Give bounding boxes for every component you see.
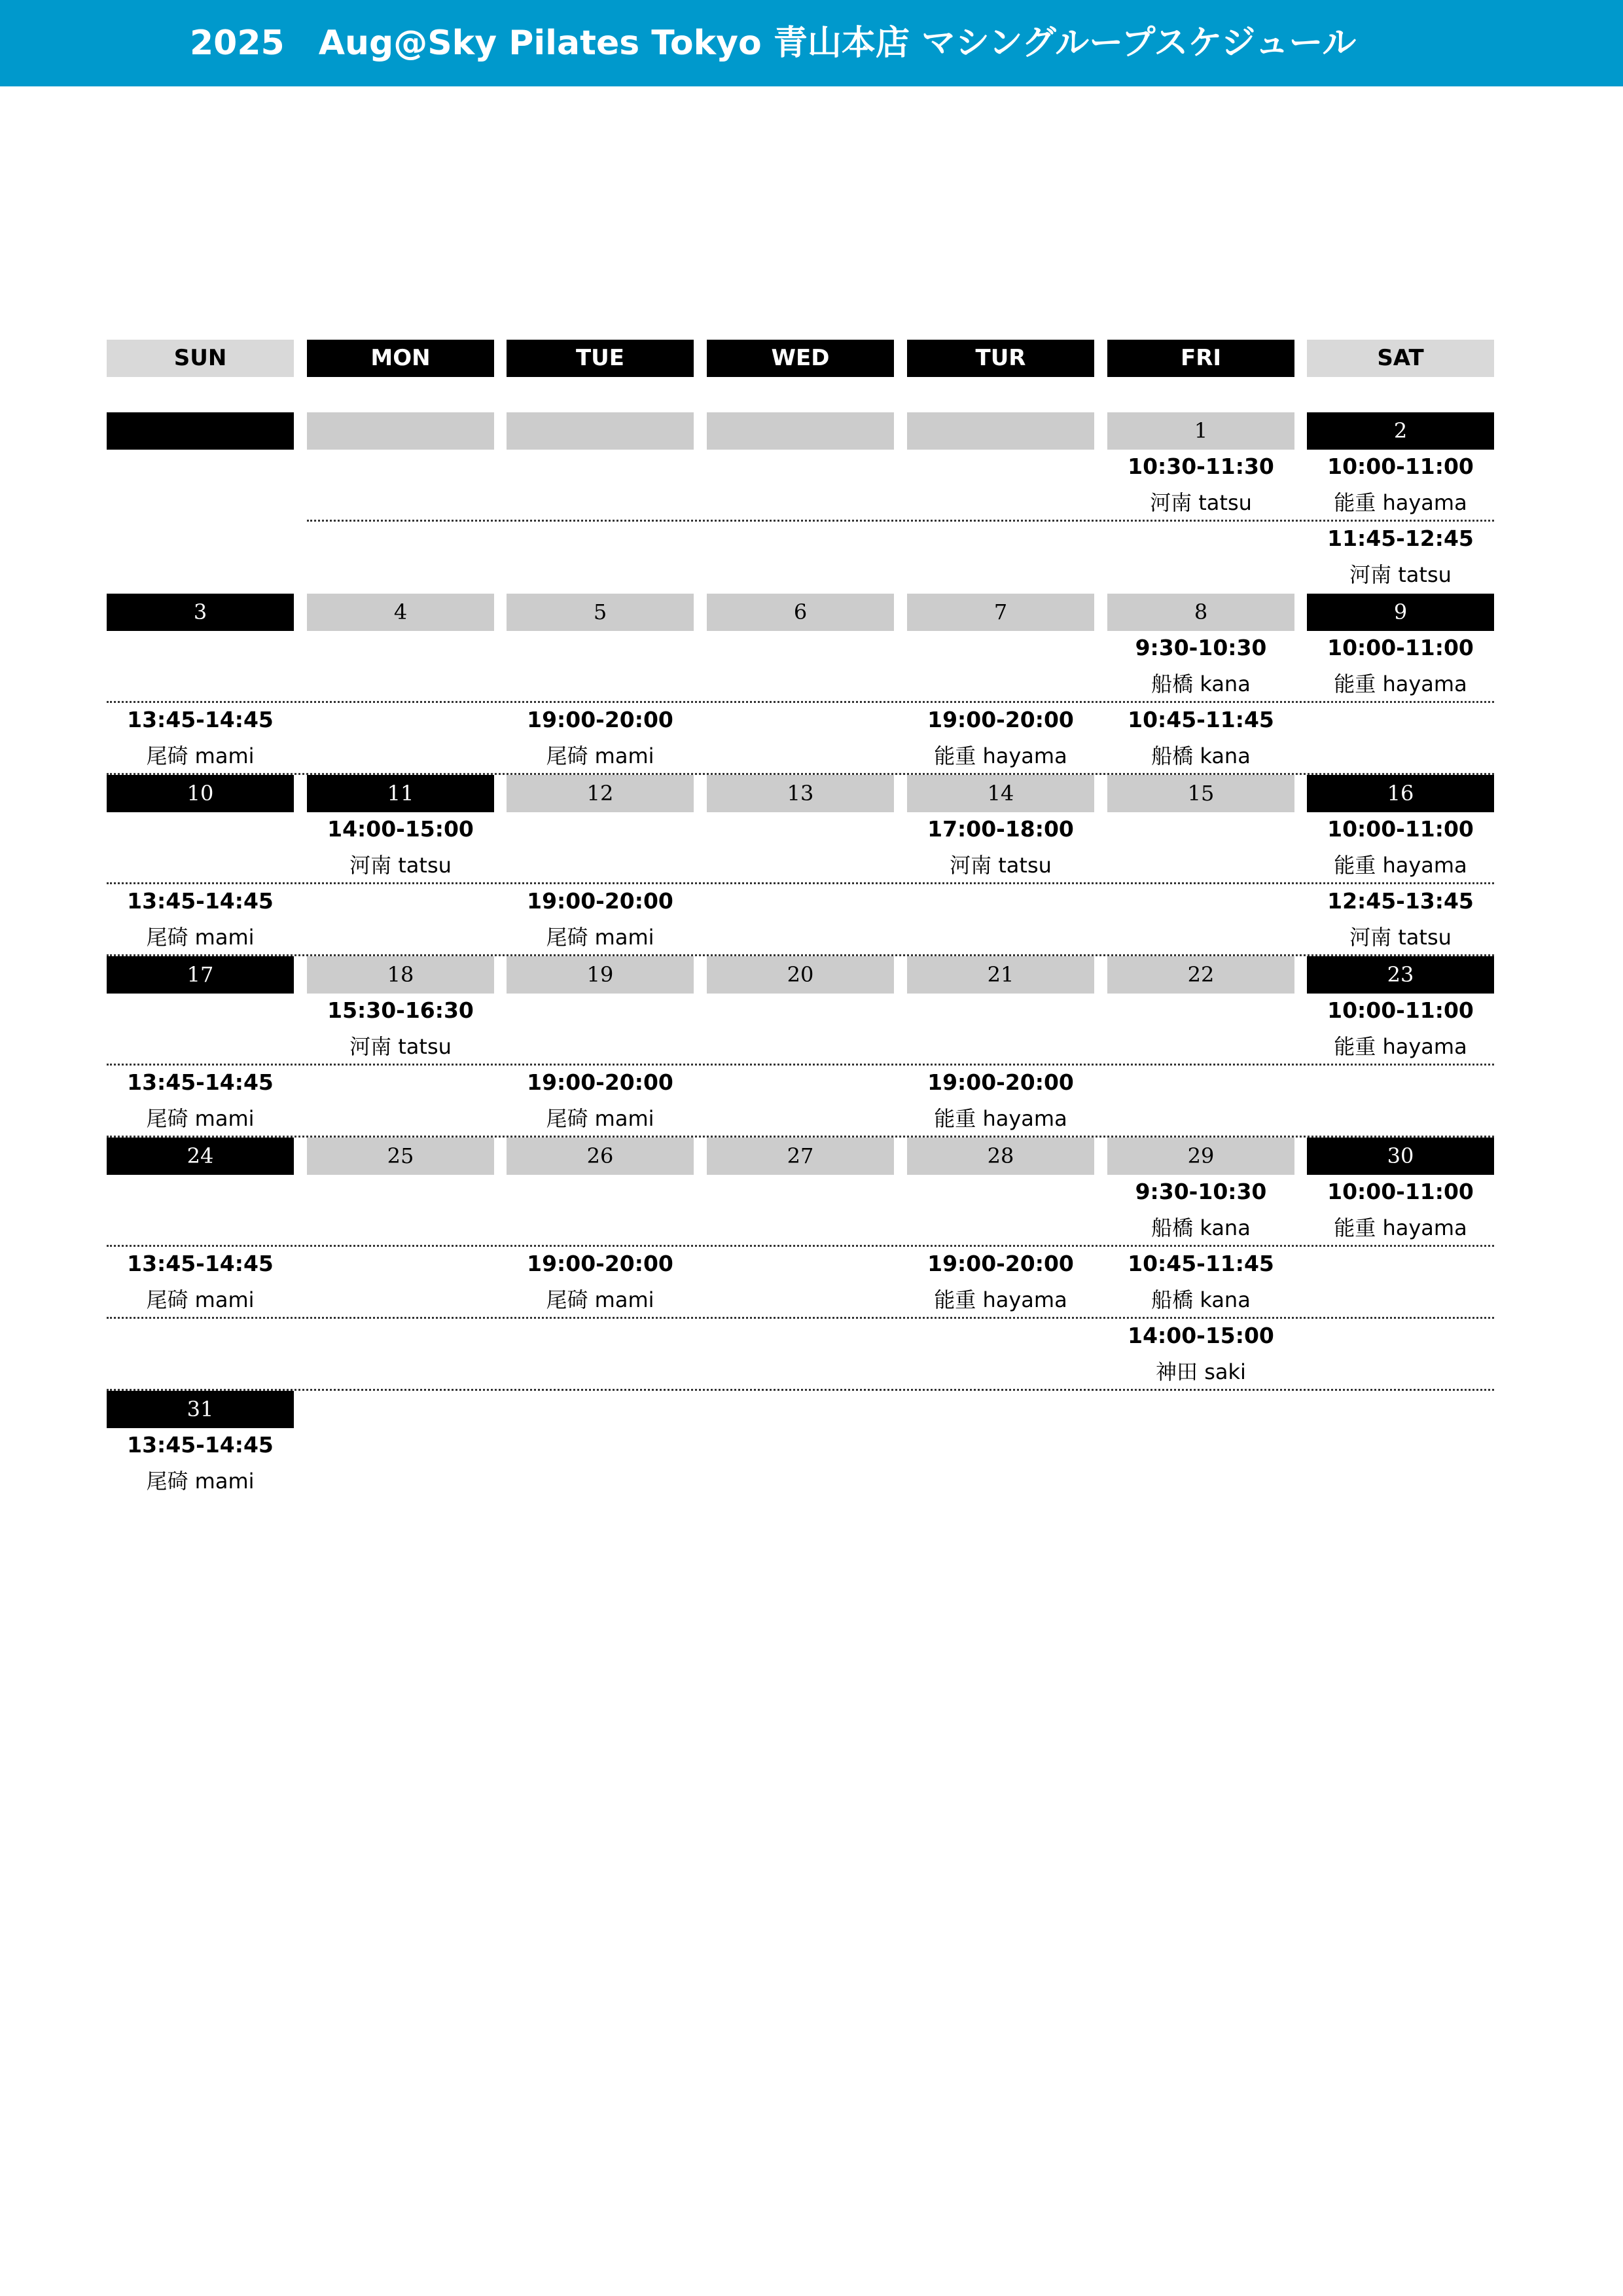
- class-time: 13:45-14:45: [127, 888, 274, 914]
- date-cell: [307, 412, 494, 450]
- instructor-name: 船橋 kana: [1151, 1215, 1251, 1240]
- row-separator: [307, 520, 1494, 522]
- instructor-name: 尾碕 mami: [146, 1469, 255, 1494]
- row-separator: [107, 882, 1494, 884]
- date-cell: [707, 412, 894, 450]
- class-time: 10:00-11:00: [1327, 454, 1474, 479]
- instructor-name: 河南 tatsu: [1349, 925, 1452, 950]
- date-cell: 11: [307, 775, 494, 812]
- class-time: 19:00-20:00: [527, 1069, 673, 1095]
- date-cell: 25: [307, 1138, 494, 1175]
- instructor-name: 能重 hayama: [1334, 490, 1467, 515]
- date-cell: 12: [507, 775, 694, 812]
- class-time: 17:00-18:00: [927, 816, 1074, 842]
- instructor-name: 河南 tatsu: [1349, 562, 1452, 587]
- date-cell: 28: [907, 1138, 1094, 1175]
- date-cell: 4: [307, 594, 494, 631]
- instructor-name: 尾碕 mami: [546, 1287, 654, 1312]
- day-header-sat: SAT: [1307, 340, 1494, 377]
- instructor-name: 河南 tatsu: [1150, 490, 1252, 515]
- class-time: 9:30-10:30: [1135, 635, 1267, 660]
- date-cell: 9: [1307, 594, 1494, 631]
- day-header-tur: TUR: [907, 340, 1094, 377]
- date-cell: 7: [907, 594, 1094, 631]
- instructor-name: 尾碕 mami: [546, 1106, 654, 1131]
- row-separator: [107, 1245, 1494, 1247]
- row-separator: [107, 1389, 1494, 1391]
- instructor-name: 河南 tatsu: [349, 853, 452, 878]
- date-cell: [107, 412, 294, 450]
- class-time: 10:00-11:00: [1327, 1179, 1474, 1204]
- class-time: 19:00-20:00: [527, 707, 673, 732]
- class-time: 19:00-20:00: [927, 707, 1074, 732]
- row-separator: [107, 1064, 1494, 1066]
- instructor-name: 尾碕 mami: [546, 744, 654, 768]
- class-time: 11:45-12:45: [1327, 526, 1474, 551]
- instructor-name: 神田 saki: [1156, 1359, 1246, 1384]
- page-title: 2025 Aug@Sky Pilates Tokyo 青山本店 マシングループスケジュール: [190, 24, 1357, 63]
- instructor-name: 能重 hayama: [1334, 1215, 1467, 1240]
- day-header-wed: WED: [707, 340, 894, 377]
- date-cell: [507, 412, 694, 450]
- class-time: 14:00-15:00: [1128, 1323, 1274, 1348]
- instructor-name: 河南 tatsu: [349, 1034, 452, 1059]
- instructor-name: 河南 tatsu: [950, 853, 1052, 878]
- instructor-name: 能重 hayama: [934, 744, 1067, 768]
- class-time: 13:45-14:45: [127, 1432, 274, 1458]
- date-cell: 21: [907, 956, 1094, 994]
- instructor-name: 船橋 kana: [1151, 1287, 1251, 1312]
- instructor-name: 能重 hayama: [1334, 672, 1467, 696]
- date-cell: 2: [1307, 412, 1494, 450]
- class-time: 9:30-10:30: [1135, 1179, 1267, 1204]
- day-header-tue: TUE: [507, 340, 694, 377]
- date-cell: 20: [707, 956, 894, 994]
- instructor-name: 船橋 kana: [1151, 744, 1251, 768]
- class-time: 19:00-20:00: [527, 888, 673, 914]
- class-time: 19:00-20:00: [927, 1251, 1074, 1276]
- date-cell: 22: [1107, 956, 1294, 994]
- class-time: 10:00-11:00: [1327, 997, 1474, 1023]
- date-cell: [907, 412, 1094, 450]
- date-cell: 13: [707, 775, 894, 812]
- instructor-name: 能重 hayama: [1334, 1034, 1467, 1059]
- date-cell: 31: [107, 1391, 294, 1428]
- date-cell: 23: [1307, 956, 1494, 994]
- instructor-name: 能重 hayama: [934, 1287, 1067, 1312]
- date-cell: 8: [1107, 594, 1294, 631]
- row-separator: [107, 1317, 1494, 1319]
- date-cell: 24: [107, 1138, 294, 1175]
- class-time: 10:00-11:00: [1327, 635, 1474, 660]
- date-cell: 3: [107, 594, 294, 631]
- class-time: 10:45-11:45: [1128, 707, 1274, 732]
- day-header-mon: MON: [307, 340, 494, 377]
- instructor-name: 尾碕 mami: [146, 744, 255, 768]
- class-time: 19:00-20:00: [927, 1069, 1074, 1095]
- class-time: 15:30-16:30: [327, 997, 474, 1023]
- date-cell: 27: [707, 1138, 894, 1175]
- row-separator: [107, 701, 1494, 703]
- day-header-fri: FRI: [1107, 340, 1294, 377]
- class-time: 13:45-14:45: [127, 707, 274, 732]
- date-cell: 18: [307, 956, 494, 994]
- class-time: 12:45-13:45: [1327, 888, 1474, 914]
- instructor-name: 船橋 kana: [1151, 672, 1251, 696]
- date-cell: 16: [1307, 775, 1494, 812]
- class-time: 19:00-20:00: [527, 1251, 673, 1276]
- date-cell: 19: [507, 956, 694, 994]
- instructor-name: 尾碕 mami: [546, 925, 654, 950]
- instructor-name: 能重 hayama: [934, 1106, 1067, 1131]
- instructor-name: 尾碕 mami: [146, 1287, 255, 1312]
- date-cell: 10: [107, 775, 294, 812]
- date-cell: 26: [507, 1138, 694, 1175]
- date-cell: 14: [907, 775, 1094, 812]
- date-cell: 6: [707, 594, 894, 631]
- day-header-sun: SUN: [107, 340, 294, 377]
- class-time: 13:45-14:45: [127, 1251, 274, 1276]
- class-time: 10:45-11:45: [1128, 1251, 1274, 1276]
- date-cell: 15: [1107, 775, 1294, 812]
- instructor-name: 能重 hayama: [1334, 853, 1467, 878]
- date-cell: 5: [507, 594, 694, 631]
- date-cell: 29: [1107, 1138, 1294, 1175]
- date-cell: 1: [1107, 412, 1294, 450]
- date-cell: 17: [107, 956, 294, 994]
- class-time: 13:45-14:45: [127, 1069, 274, 1095]
- class-time: 10:00-11:00: [1327, 816, 1474, 842]
- instructor-name: 尾碕 mami: [146, 1106, 255, 1131]
- class-time: 14:00-15:00: [327, 816, 474, 842]
- date-cell: 30: [1307, 1138, 1494, 1175]
- instructor-name: 尾碕 mami: [146, 925, 255, 950]
- class-time: 10:30-11:30: [1128, 454, 1274, 479]
